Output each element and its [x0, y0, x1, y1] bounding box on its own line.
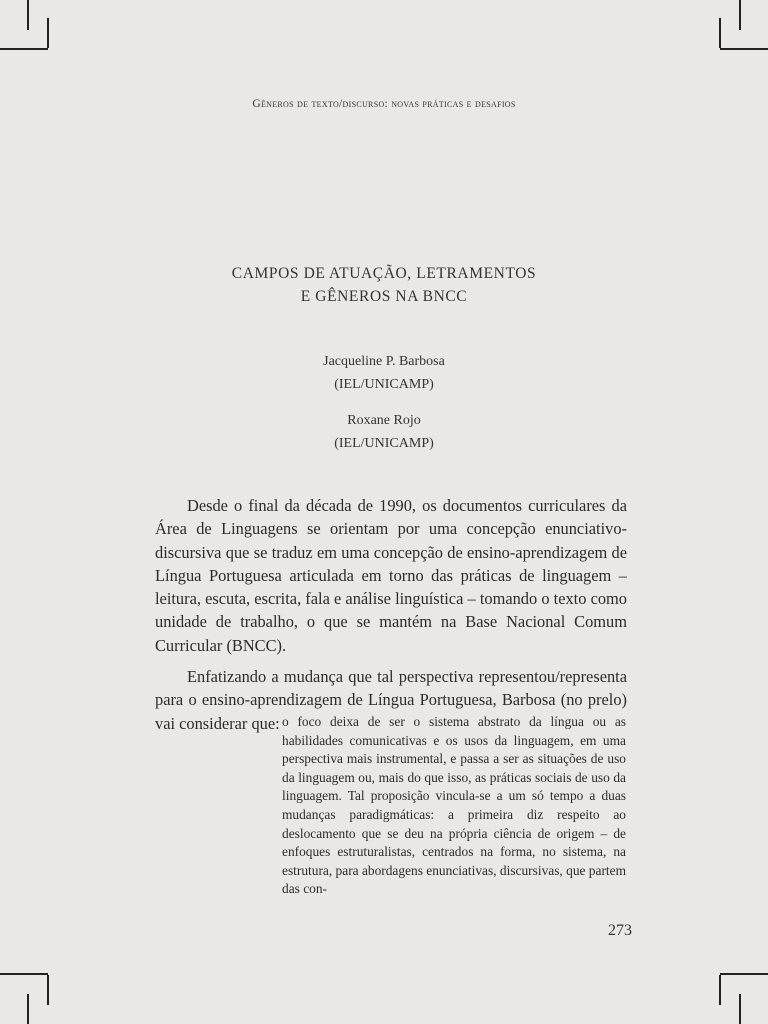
crop-mark-top-left-h2	[18, 48, 48, 50]
crop-mark-bottom-right-v	[719, 975, 721, 1005]
crop-mark-top-left-v	[27, 0, 29, 30]
author-2-affiliation: (IEL/UNICAMP)	[334, 436, 434, 451]
crop-mark-bottom-right-h	[720, 973, 768, 975]
crop-mark-top-right-v	[739, 0, 741, 30]
crop-mark-bottom-left-v	[47, 975, 49, 1005]
author-2	[0, 409, 768, 455]
body-text	[155, 494, 627, 743]
paragraph-1: Desde o final da década de 1990, os documentos curriculares da Área de Linguagens se orientam por uma concepção enunciativo-discursiva que se traduz em uma concepção de ensino-aprendizagem de Língua Portuguesa articulada em torno das práticas de linguagem – leitura, escuta, escrita, fala e análise linguística – tomando o texto como unidade de trabalho, o que se mantém na Base Nacional Comum Curricular (BNCC).	[155, 496, 627, 655]
page-number: 273	[608, 922, 632, 939]
crop-mark-top-right-v2	[719, 18, 721, 48]
author-1	[0, 350, 768, 396]
paragraph-2: Enfatizando a mudança que tal perspectiva representou/representa para o ensino-aprendizagem de Língua Portuguesa, Barbosa (no prelo) vai considerar que:	[155, 667, 627, 733]
chapter-title-line-1: CAMPOS DE ATUAÇÃO, LETRAMENTOS	[231, 265, 537, 282]
chapter-title	[0, 262, 768, 308]
author-1-affiliation: (IEL/UNICAMP)	[334, 377, 434, 392]
author-2-name: Roxane Rojo	[347, 413, 421, 428]
block-quote: o foco deixa de ser o sistema abstrato da língua ou as habilidades comunicativas e os usos da linguagem, em uma perspectiva mais instrumental, e passa a ser as situações de uso da linguagem ou, mais do que isso, as práticas sociais de uso da linguagem. Tal proposição vincula-se a um só tempo a duas mudanças paradigmáticas: a primeira diz respeito ao deslocamento que se deu na própria ciência de origem – de enfoques estruturalistas, centrados na forma, no sistema, na estrutura, para abordagens enunciativas, discursivas, que partem das con-	[282, 714, 626, 897]
running-head: Gêneros de texto/discurso: novas práticas e desafios	[252, 98, 516, 110]
crop-mark-top-left-v2	[47, 18, 49, 48]
author-1-name: Jacqueline P. Barbosa	[323, 354, 445, 369]
crop-mark-bottom-left-v2	[27, 994, 29, 1024]
crop-mark-bottom-right-v2	[739, 994, 741, 1024]
chapter-title-line-2: E GÊNEROS NA BNCC	[300, 288, 468, 305]
crop-mark-top-right-h	[720, 48, 768, 50]
crop-mark-bottom-left-h	[0, 973, 48, 975]
